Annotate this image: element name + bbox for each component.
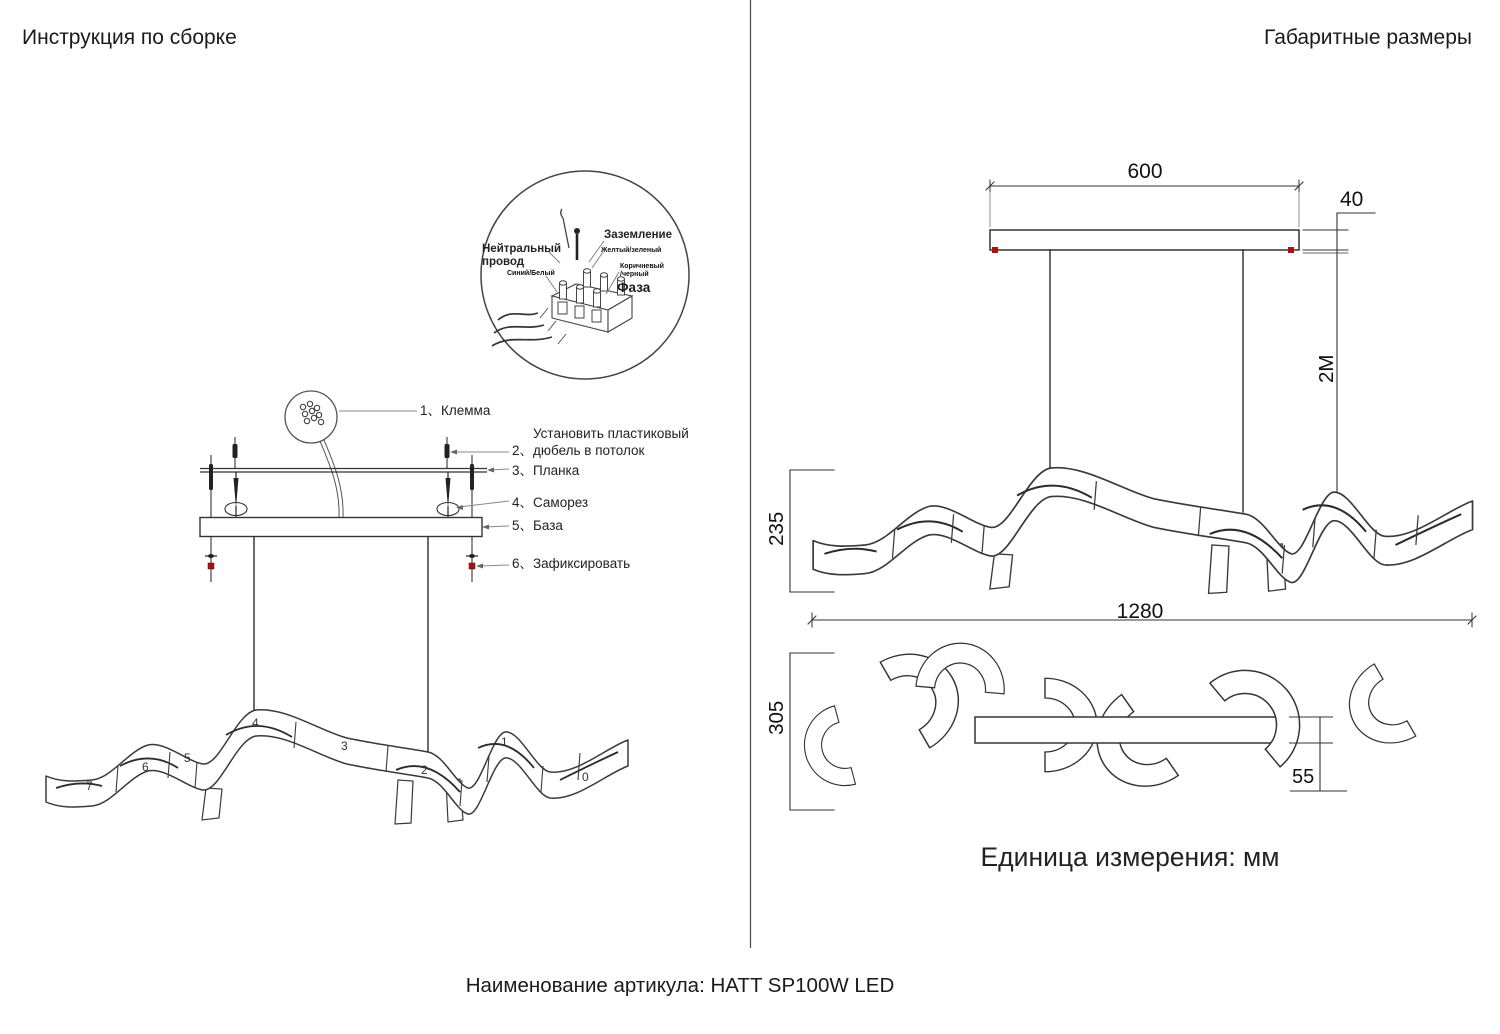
fix-point-icon: [208, 563, 214, 569]
callout-strap: 3、Планка: [512, 463, 580, 478]
ceiling-plate: [990, 230, 1299, 250]
neutral-wire-label-line1: Нейтральный: [482, 243, 562, 255]
article-name: Наименование артикула: HATT SP100W LED: [465, 974, 895, 997]
dim-fixture-depth: 305: [765, 700, 789, 735]
top-view-bar: [975, 717, 1287, 743]
callout-terminal: 1、Клемма: [420, 403, 491, 418]
segment-number-2: 2: [421, 763, 428, 777]
ground-wire-label: Заземление: [604, 229, 673, 241]
dowel-icon: [233, 437, 450, 468]
neutral-wire-label-line2: провод: [482, 256, 525, 268]
top-view-drawing: [795, 635, 1415, 807]
phase-wire-color-line1: Коричневый: [620, 263, 664, 270]
dim-fixture-length: 1280: [1116, 600, 1164, 623]
callout-base: 5、База: [512, 518, 563, 533]
dim-base-width: 600: [1127, 160, 1163, 183]
fix-point-icon: [1288, 247, 1294, 253]
segment-number-6: 6: [142, 760, 149, 774]
ground-wire-color: Желтый/зеленый: [601, 247, 662, 254]
fix-point-icon: [992, 247, 998, 253]
base-plate: [200, 518, 482, 537]
dim-base-height: 40: [1340, 188, 1364, 211]
dim-suspension-length: 2M: [1315, 354, 1339, 384]
callout-screw: 4、Саморез: [512, 495, 589, 510]
segment-number-5: 5: [184, 751, 191, 765]
callout-dowel: 2、дюбель в потолок: [512, 443, 645, 458]
phase-wire-label: Фаза: [617, 280, 651, 295]
neutral-wire-color: Синий/Белый: [507, 270, 555, 277]
segment-number-3: 3: [341, 739, 348, 753]
phase-wire-color-line2: /черный: [620, 271, 649, 278]
segment-number-1: 1: [501, 735, 508, 749]
callout-fix: 6、Зафиксировать: [512, 556, 631, 571]
fixture-side-view-right: [813, 468, 1472, 594]
dim-fixture-height: 235: [765, 511, 789, 546]
segment-number-4: 4: [252, 716, 259, 730]
fix-point-icon: [469, 563, 475, 569]
assembly-diagram: [200, 391, 509, 753]
callout-dowel-pre: Установить пластиковый: [533, 426, 689, 441]
segment-number-7: 7: [86, 779, 93, 793]
dimensions-title: Габаритные размеры: [1264, 26, 1472, 49]
fixture-side-view-left: [46, 710, 628, 824]
dim-bar-width: 55: [1292, 766, 1315, 788]
assembly-title: Инструкция по сборке: [22, 26, 237, 49]
segment-number-0: 0: [582, 770, 589, 784]
unit-note: Единица измерения: мм: [980, 842, 1280, 872]
